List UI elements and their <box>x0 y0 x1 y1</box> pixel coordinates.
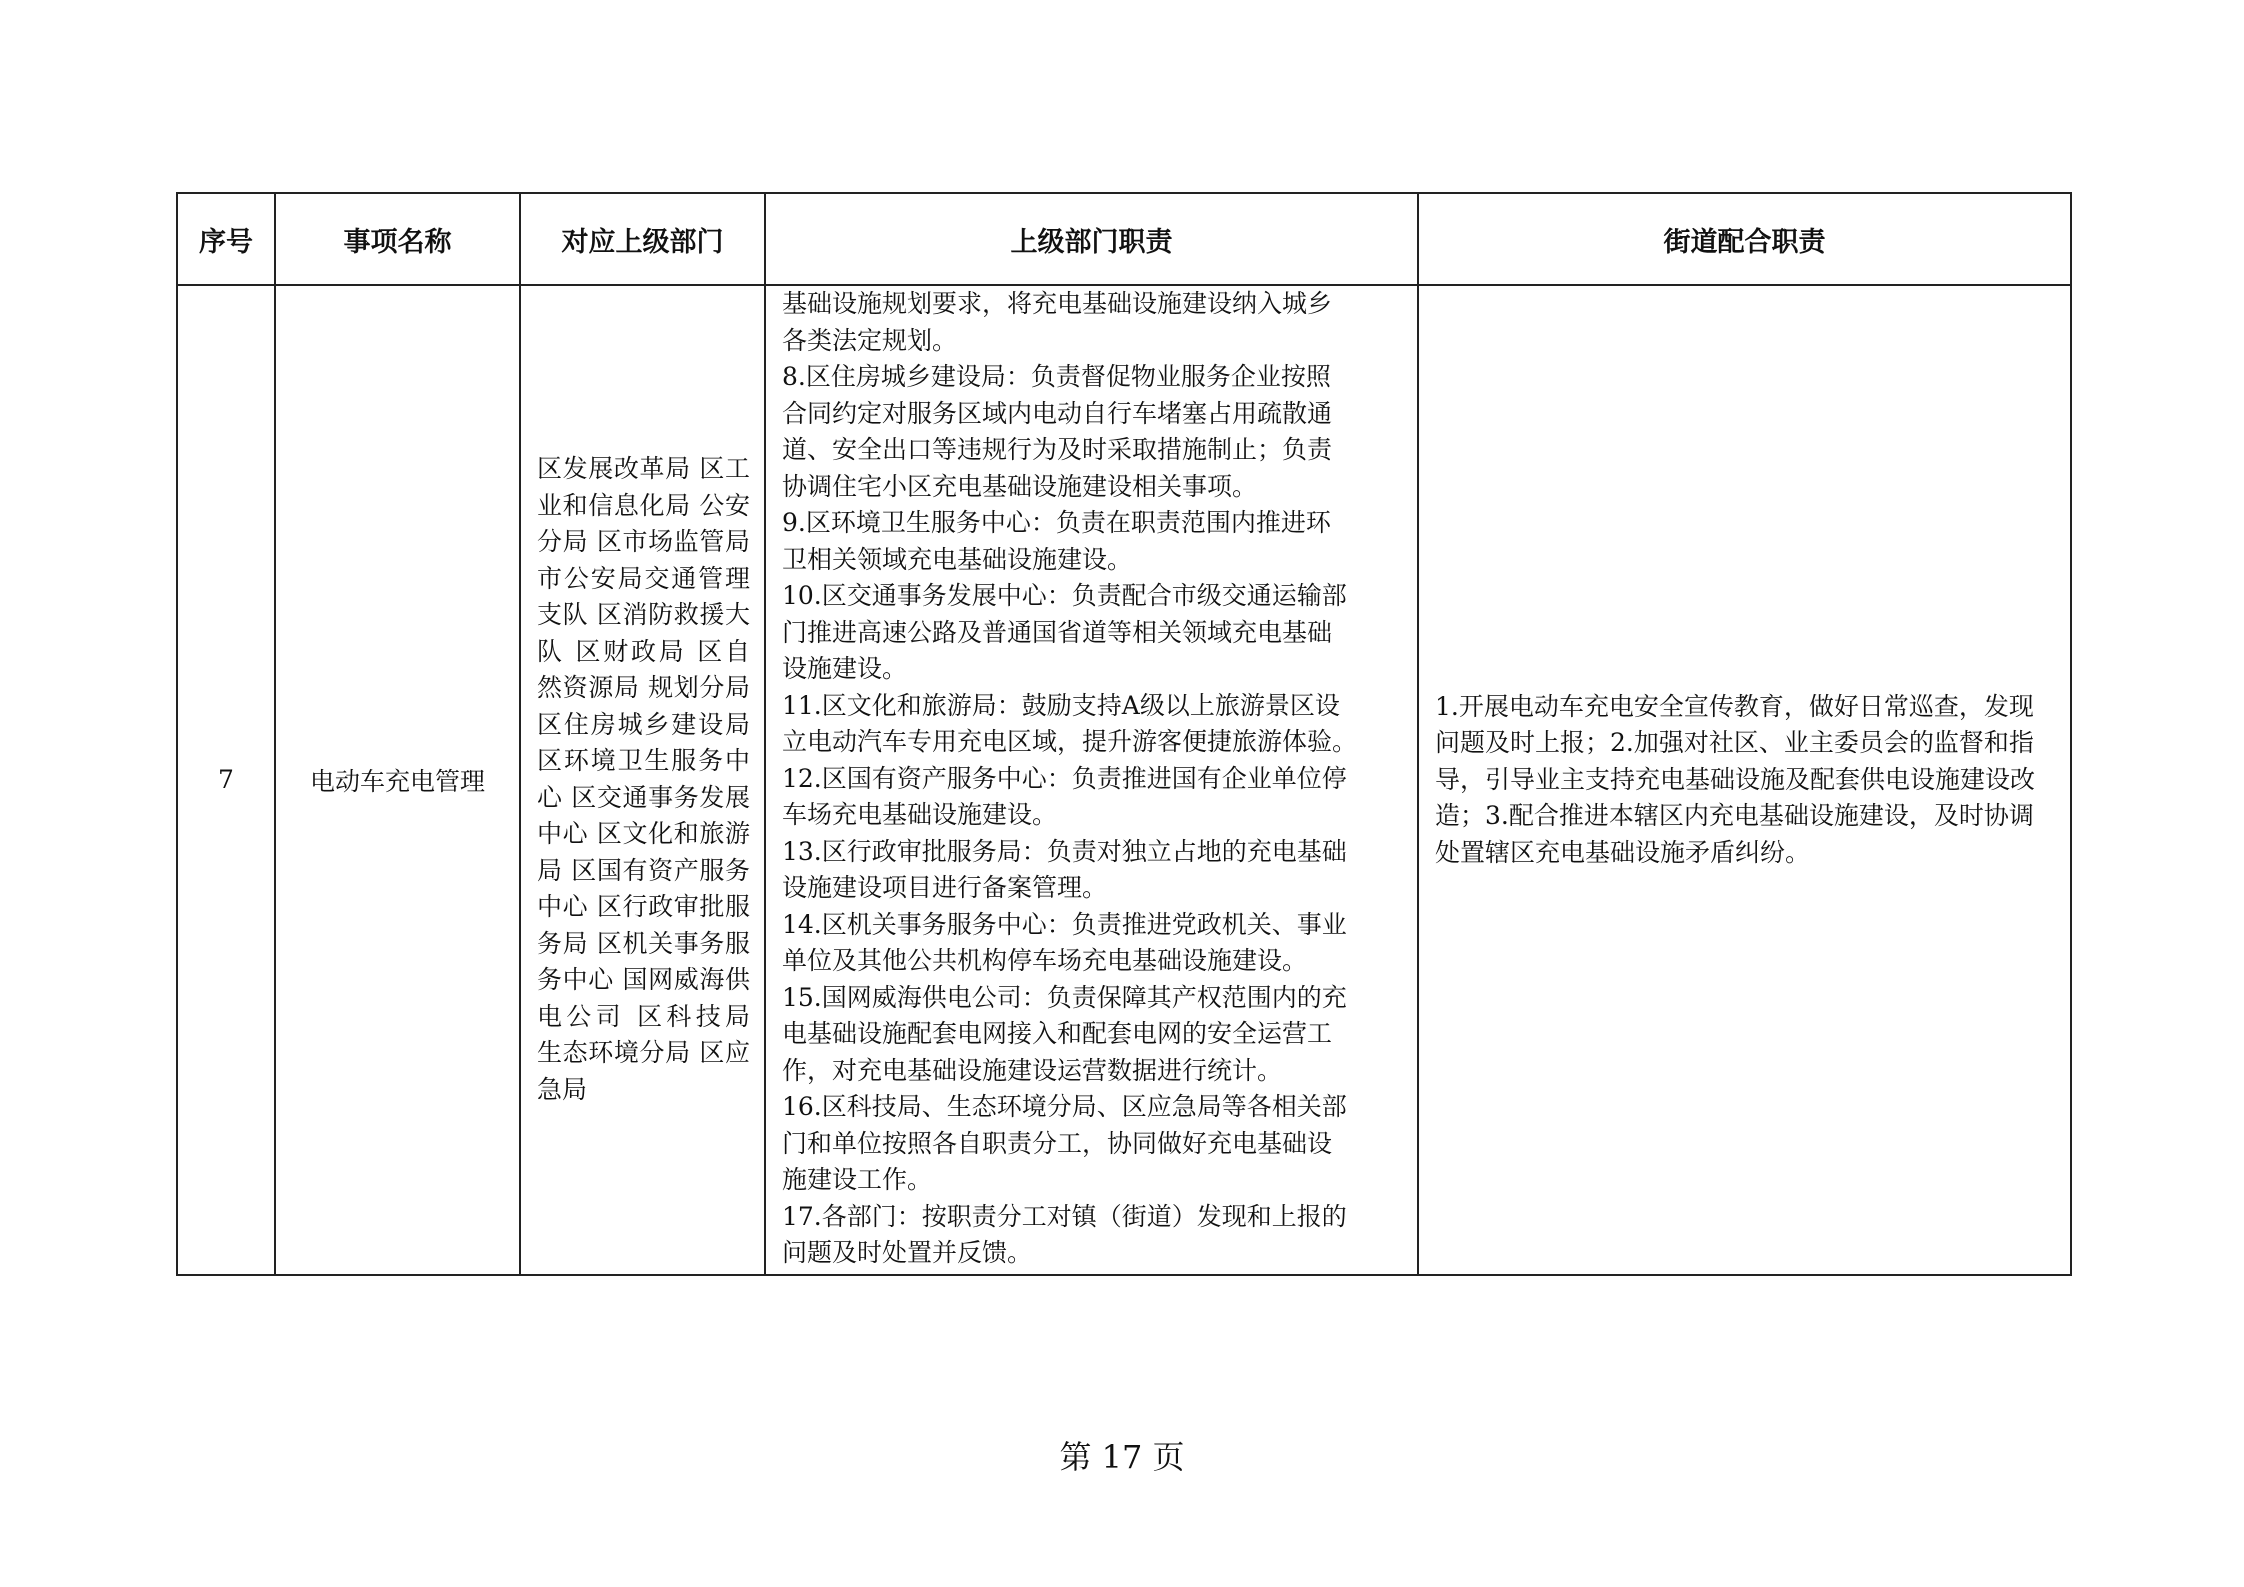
cell-departments: 区发展改革局 区工业和信息化局 公安分局 区市场监管局 市公安局交通管理支队 区消防救援大队 区财政局 区自然资源局 规划分局 区住房城乡建设局 区环境卫生服务中心 区交通事务发展中心 区文化和旅游局 区国有资产服务中心 区行政审批服务局 区机关事务服务中心 国网威海供电公司 区科技局 生态环境分局 区应急局 <box>520 285 765 1275</box>
duty-line: 门推进高速公路及普通国省道等相关领域充电基础 <box>782 617 1333 647</box>
duty-line: 施建设工作。 <box>782 1165 933 1194</box>
cell-street-cooperation: 1.开展电动车充电安全宣传教育，做好日常巡查，发现问题及时上报；2.加强对社区、业主委员会的监督和指导，引导业主支持充电基础设施及配套供电设施建设改造；3.配合推进本辖区内充电基础设施建设，及时协调处置辖区充电基础设施矛盾纠纷。 <box>1418 285 2071 1275</box>
duty-line: 车场充电基础设施建设。 <box>782 800 1058 829</box>
duty-line: 问题及时处置并反馈。 <box>782 1238 1033 1267</box>
duty-line: 17.各部门：按职责分工对镇（街道）发现和上报的 <box>782 1201 1347 1231</box>
duty-line: 12.区国有资产服务中心：负责推进国有企业单位停 <box>782 763 1347 793</box>
duty-line: 基础设施规划要求，将充电基础设施建设纳入城乡 <box>782 289 1333 318</box>
duty-line: 道、安全出口等违规行为及时采取措施制止；负责 <box>782 435 1333 464</box>
duty-line: 单位及其他公共机构停车场充电基础设施建设。 <box>782 946 1308 975</box>
duty-table <box>176 192 2072 1276</box>
header-department-duties: 上级部门职责 <box>765 193 1418 285</box>
table-header-row <box>177 193 2071 285</box>
cell-item-name: 电动车充电管理 <box>275 285 520 1275</box>
duty-line: 作，对充电基础设施建设运营数据进行统计。 <box>782 1055 1283 1085</box>
cell-department-duties <box>765 285 1418 1275</box>
header-seq: 序号 <box>177 193 275 285</box>
duty-line: 13.区行政审批服务局：负责对独立占地的充电基础 <box>782 836 1347 866</box>
header-street-cooperation: 街道配合职责 <box>1418 193 2071 285</box>
duty-line: 电基础设施配套电网接入和配套电网的安全运营工 <box>782 1019 1333 1048</box>
duty-line: 15.国网威海供电公司：负责保障其产权范围内的充 <box>782 982 1347 1012</box>
page-number: 第 17 页 <box>1059 1438 1185 1476</box>
duty-line: 16.区科技局、生态环境分局、区应急局等各相关部 <box>782 1092 1347 1121</box>
duty-line: 设施建设。 <box>782 654 908 683</box>
duty-line: 10.区交通事务发展中心：负责配合市级交通运输部 <box>782 581 1347 610</box>
duty-line: 11.区文化和旅游局：鼓励支持A级以上旅游景区设 <box>782 690 1340 720</box>
header-department: 对应上级部门 <box>520 193 765 285</box>
duty-line: 14.区机关事务服务中心：负责推进党政机关、事业 <box>782 909 1347 939</box>
table-row <box>177 285 2071 1275</box>
header-item-name: 事项名称 <box>275 193 520 285</box>
duty-line: 协调住宅小区充电基础设施建设相关事项。 <box>782 471 1258 501</box>
duty-line: 合同约定对服务区域内电动自行车堵塞占用疏散通 <box>782 398 1333 428</box>
duty-line: 9.区环境卫生服务中心：负责在职责范围内推进环 <box>782 508 1331 537</box>
duty-line: 各类法定规划。 <box>782 325 958 355</box>
duty-line: 8.区住房城乡建设局：负责督促物业服务企业按照 <box>782 362 1331 391</box>
cell-seq: 7 <box>177 285 275 1275</box>
duty-line: 设施建设项目进行备案管理。 <box>782 873 1108 902</box>
duty-line: 立电动汽车专用充电区域，提升游客便捷旅游体验。 <box>782 727 1358 756</box>
duty-line: 门和单位按照各自职责分工，协同做好充电基础设 <box>782 1128 1333 1158</box>
duty-line: 卫相关领域充电基础设施建设。 <box>782 544 1133 574</box>
